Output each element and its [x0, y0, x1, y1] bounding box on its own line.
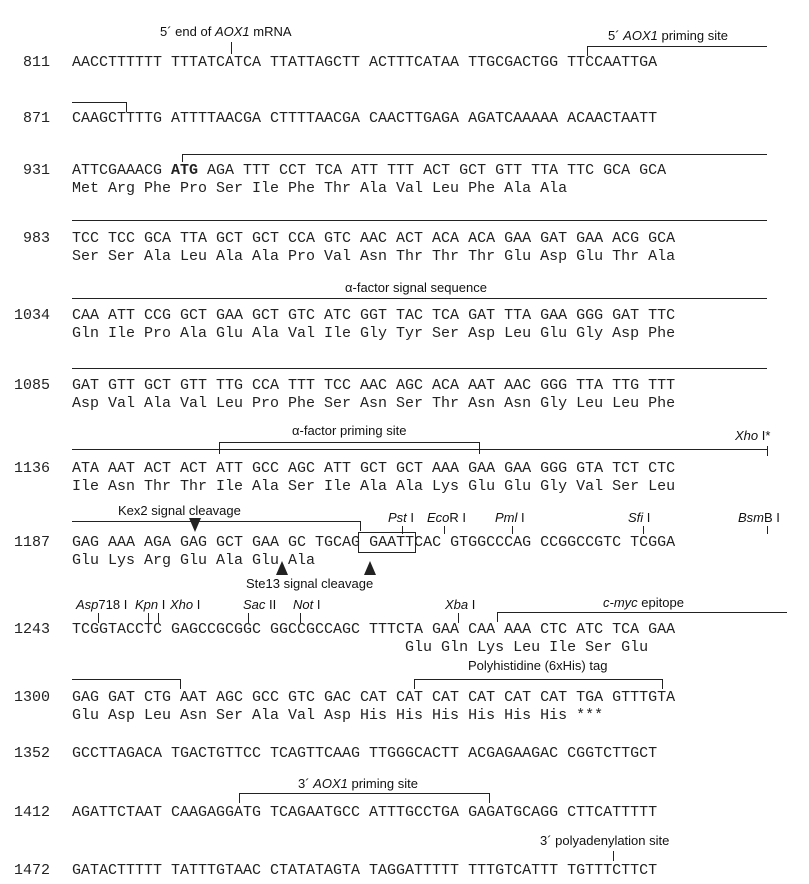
amino-acid-sequence: Glu Asp Leu Asn Ser Ala Val Asp His His His His His His *** — [72, 707, 604, 724]
dna-sequence: CAA ATT CCG GCT GAA GCT GTC ATC GGT TAC TCA GAT TTA GAA GGG GAT TTC — [72, 307, 676, 324]
amino-acid-sequence: Met Arg Phe Pro Ser Ile Phe Thr Ala Val Leu Phe Ala Ala — [72, 180, 568, 197]
amino-acid-sequence: Ser Ser Ala Leu Ala Ala Pro Val Asn Thr Thr Thr Glu Asp Glu Thr Ala — [72, 248, 676, 265]
ecor-tick — [444, 526, 445, 534]
priming3-tick-left — [239, 793, 240, 803]
alpha-priming-bracket — [219, 442, 479, 443]
kex2-cleavage-marker — [189, 518, 201, 532]
cmyc-bracket-end-tick — [180, 679, 181, 689]
amino-acid-sequence: Ile Asn Thr Thr Ile Ala Ser Ile Ala Ala Lys Glu Glu Gly Val Ser Leu — [72, 478, 676, 495]
ste13-cleavage-marker-2 — [364, 561, 376, 575]
line-number: 871 — [22, 110, 50, 127]
label-mrna-end: 5´ end of AOX1 mRNA — [160, 24, 292, 39]
polya-tick — [613, 851, 614, 861]
label-pst: Pst I — [388, 510, 415, 525]
alpha-signal-bracket — [72, 220, 767, 221]
alpha-signal-bracket — [72, 368, 767, 369]
dna-sequence: ATA AAT ACT ACT ATT GCC AGC ATT GCT GCT AAA GAA GAA GGG GTA TCT CTC — [72, 460, 676, 477]
label-alpha-priming: α-factor priming site — [292, 423, 407, 438]
label-alpha-signal: α-factor signal sequence — [345, 280, 487, 295]
his-bracket — [414, 679, 662, 680]
amino-acid-sequence: Asp Val Ala Val Leu Pro Phe Ser Asn Ser Thr Asn Asn Gly Leu Leu Phe — [72, 395, 676, 412]
line-number: 811 — [22, 54, 50, 71]
amino-acid-sequence: Gln Ile Pro Ala Glu Ala Val Ile Gly Tyr Ser Asp Leu Glu Gly Asp Phe — [72, 325, 676, 342]
xho-star-tick — [767, 446, 768, 456]
label-sac: Sac II — [243, 597, 277, 612]
label-kex2: Kex2 signal cleavage — [118, 503, 241, 518]
line-number: 1187 — [13, 534, 50, 551]
alpha-signal-bracket-end-tick — [360, 521, 361, 531]
mrna-end-tick — [231, 42, 232, 54]
line-number: 1300 — [13, 689, 50, 706]
alpha-signal-bracket — [72, 449, 767, 450]
label-asp718: Asp718 I — [76, 597, 128, 612]
dna-sequence: GAG AAA AGA GAG GCT GAA GC TGCAG GAATTCAC GTGGCCCAG CCGGCCGTC TCGGA — [72, 534, 676, 551]
label-polya: 3´ polyadenylation site — [540, 833, 670, 848]
dna-sequence: GAT GTT GCT GTT TTG CCA TTT TCC AAC AGC ACA AAT AAC GGG TTA TTG TTT — [72, 377, 676, 394]
label-cmyc: c-myc epitope — [603, 595, 684, 610]
amino-acid-sequence: Glu Lys Arg Glu Ala Glu Ala — [72, 552, 316, 569]
line-number: 983 — [22, 230, 50, 247]
alpha-priming-tick-left — [219, 442, 220, 454]
bsmb-tick — [767, 526, 768, 534]
dna-sequence: AACCTTTTTT TTTATCATCA TTATTAGCTT ACTTTCATAA TTGCGACTGG TTCCAATTGA — [72, 54, 658, 71]
label-5-priming-site: 5´ AOX1 priming site — [608, 28, 728, 43]
cmyc-bracket — [497, 612, 787, 613]
cmyc-bracket-end — [72, 679, 180, 680]
dna-sequence: CAAGCTTTTG ATTTTAACGA CTTTTAACGA CAACTTGAGA AGATCAAAAA ACAACTAATT — [72, 110, 658, 127]
priming3-bracket — [239, 793, 489, 794]
alpha-priming-tick-right — [479, 442, 480, 454]
label-pml: Pml I — [495, 510, 525, 525]
dna-sequence: TCC TCC GCA TTA GCT GCT CCA GTC AAC ACT ACA ACA GAA GAT GAA ACG GCA — [72, 230, 676, 247]
label-sfi: Sfi I — [628, 510, 651, 525]
sfi-tick — [643, 526, 644, 534]
pml-tick — [512, 526, 513, 534]
line-number: 1034 — [13, 307, 50, 324]
his-tick-left — [414, 679, 415, 689]
alpha-signal-bracket-tick — [182, 154, 183, 162]
line-number: 1472 — [13, 862, 50, 879]
label-kpn: Kpn I — [135, 597, 166, 612]
label-his-tag: Polyhistidine (6xHis) tag — [468, 658, 608, 673]
label-ecor: EcoR I — [427, 510, 467, 525]
label-xho: Xho I — [170, 597, 201, 612]
label-ste13: Ste13 signal cleavage — [246, 576, 374, 591]
pst-site-box — [358, 532, 416, 553]
label-xho-star: Xho I* — [735, 428, 771, 443]
ste13-cleavage-marker-1 — [276, 561, 288, 575]
priming3-tick-right — [489, 793, 490, 803]
alpha-signal-bracket-start — [182, 154, 767, 155]
line-number: 1352 — [13, 745, 50, 762]
label-not: Not I — [293, 597, 321, 612]
line-number: 1412 — [13, 804, 50, 821]
line-number: 931 — [22, 162, 50, 179]
priming5-bracket-end — [72, 102, 126, 103]
dna-sequence: ATTCGAAACG ATG AGA TTT CCT TCA ATT TTT ACT GCT GTT TTA TTC GCA GCA — [72, 162, 667, 179]
line-number: 1243 — [13, 621, 50, 638]
dna-sequence: GATACTTTTT TATTTGTAAC CTATATAGTA TAGGATTTTT TTTGTCATTT TGTTTCTTCT — [72, 862, 658, 879]
alpha-signal-bracket — [72, 298, 767, 299]
dna-sequence: GAG GAT CTG AAT AGC GCC GTC GAC CAT CAT CAT CAT CAT CAT TGA GTTTGTA — [72, 689, 676, 706]
dna-sequence: AGATTCTAAT CAAGAGGATG TCAGAATGCC ATTTGCCTGA GAGATGCAGG CTTCATTTTT — [72, 804, 658, 821]
label-xba: Xba I — [445, 597, 476, 612]
alpha-signal-bracket-end — [72, 521, 360, 522]
dna-sequence: GCCTTAGACA TGACTGTTCC TCAGTTCAAG TTGGGCACTT ACGAGAAGAC CGGTCTTGCT — [72, 745, 658, 762]
line-number: 1136 — [13, 460, 50, 477]
amino-acid-sequence: Glu Gln Lys Leu Ile Ser Glu — [72, 639, 649, 656]
dna-sequence: TCGGTACCTC GAGCCGCGGC GGCCGCCAGC TTTCTA GAA CAA AAA CTC ATC TCA GAA — [72, 621, 676, 638]
priming5-bracket — [587, 46, 767, 47]
label-bsmb: BsmB I — [738, 510, 780, 525]
label-3-priming-site: 3´ AOX1 priming site — [298, 776, 418, 791]
start-codon: ATG — [171, 162, 199, 179]
line-number: 1085 — [13, 377, 50, 394]
his-tick-right — [662, 679, 663, 689]
